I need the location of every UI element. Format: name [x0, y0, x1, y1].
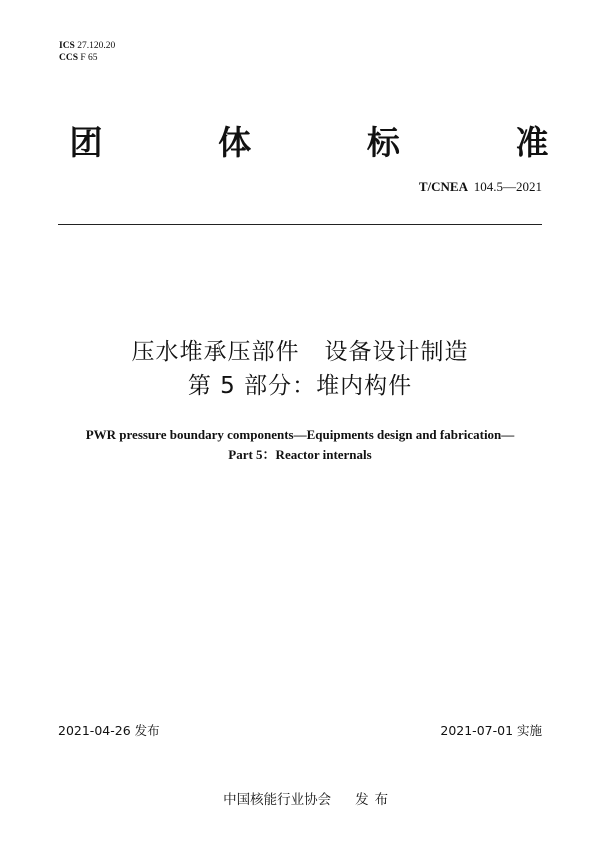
standard-type-char: 团: [69, 123, 103, 162]
standard-type-char: 体: [218, 123, 252, 162]
title-en-line1: PWR pressure boundary components—Equipments design and fabrication—: [85, 427, 515, 442]
standard-number: [419, 179, 542, 195]
standard-type-heading: [68, 125, 550, 161]
issuer-name: 中国核能行业协会: [223, 792, 332, 808]
ics-label: ICS: [59, 41, 75, 51]
title-cn-line1: 压水堆承压部件 设备设计制造: [131, 339, 469, 365]
standard-type-char: 标: [366, 123, 400, 162]
ccs-label: CCS: [59, 53, 79, 63]
title-cn-line2: 第 5 部分：堆内构件: [187, 373, 413, 399]
issuer-action: 发布: [355, 792, 395, 808]
standard-number-year: 104.5—2021: [473, 179, 542, 194]
issue-date: 2021-04-26 发布: [58, 723, 160, 738]
ics-code: [59, 40, 115, 52]
header-divider: [58, 224, 542, 225]
standard-type-char: 准: [515, 123, 549, 162]
ccs-code: [59, 52, 115, 64]
issuer: [0, 773, 600, 827]
standard-code: T/CNEA: [418, 179, 468, 194]
ccs-number: F 65: [80, 53, 98, 63]
classification-codes: [59, 40, 115, 64]
implementation-date: 2021-07-01 实施: [440, 723, 542, 738]
ics-number: 27.120.20: [77, 41, 116, 51]
title-en-line2: Part 5：Reactor internals: [228, 447, 372, 462]
